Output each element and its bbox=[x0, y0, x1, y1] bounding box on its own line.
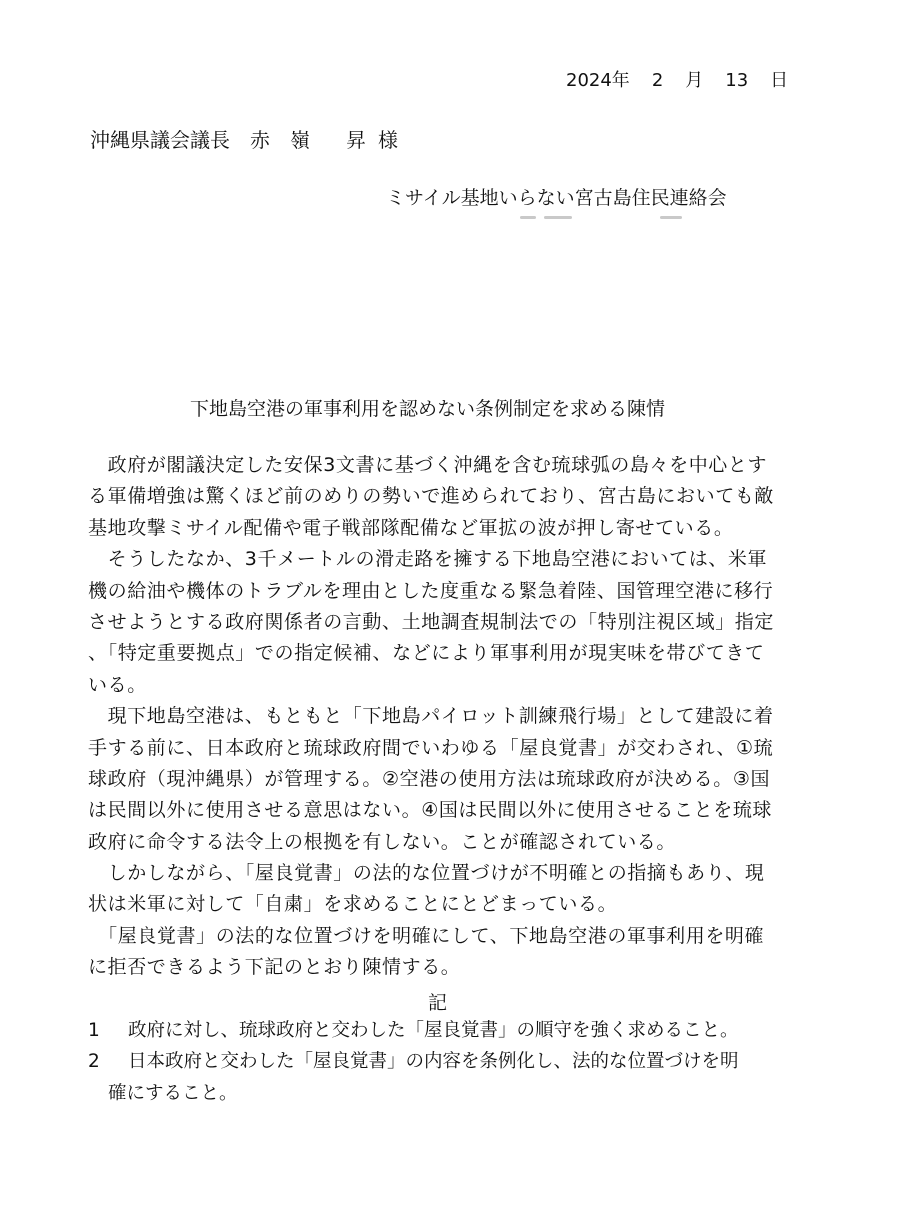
recipient-name-3: 昇 bbox=[346, 128, 366, 152]
date-day: 13 bbox=[725, 70, 749, 91]
body-line: に拒否できるよう下記のとおり陳情する。 bbox=[88, 956, 461, 979]
recipient-name-1: 赤 bbox=[250, 128, 270, 152]
item-number: 2 bbox=[88, 1051, 100, 1073]
body-line: そうしたなか、3千メートルの滑走路を擁する下地島空港においては、米軍 bbox=[88, 548, 768, 571]
recipient-name-2: 嶺 bbox=[290, 128, 310, 152]
date-day-unit: 日 bbox=[770, 70, 789, 91]
body-line: しかしながら、「屋良覚書」の法的な位置づけが不明確との指摘もあり、現 bbox=[88, 862, 765, 885]
body-line: 政府が閣議決定した安保3文書に基づく沖縄を含む琉球弧の島々を中心とす bbox=[88, 454, 768, 476]
body-line: させようとする政府関係者の言動、土地調査規制法での「特別注視区域」指定 bbox=[88, 610, 775, 633]
body-line: いる。 bbox=[88, 673, 147, 696]
document-date bbox=[566, 66, 788, 92]
recipient-honorific: 様 bbox=[378, 128, 398, 152]
body-line: は民間以外に使用させる意思はない。④国は民間以外に使用させることを琉球 bbox=[88, 799, 773, 822]
recipient-title: 沖縄県議会議長 bbox=[90, 128, 230, 152]
date-month-unit: 月 bbox=[685, 70, 704, 91]
body-line: 球政府（現沖縄県）が管理する。②空港の使用方法は琉球政府が決める。③国 bbox=[88, 767, 771, 790]
item-text: 日本政府と交わした「屋良覚書」の内容を条例化し、法的な位置づけを明 bbox=[128, 1051, 739, 1073]
body-line: 政府に命令する法令上の根拠を有しない。ことが確認されている。 bbox=[88, 830, 677, 853]
body-line: 現下地島空港は、もともと「下地島パイロット訓練飛行場」として建設に着 bbox=[88, 705, 774, 728]
body-line: る軍備増強は驚くほど前のめりの勢いで進められており、宮古島においても敵 bbox=[88, 485, 775, 508]
redacted-mark bbox=[520, 216, 690, 222]
body-line: 機の給油や機体のトラブルを理由とした度重なる緊急着陸、国管理空港に移行 bbox=[88, 579, 774, 602]
recipient-line bbox=[90, 124, 398, 153]
item-text: 確にすること。 bbox=[108, 1082, 238, 1104]
date-month: 2 bbox=[651, 70, 664, 91]
request-item-2 bbox=[88, 1046, 808, 1077]
request-item-2-continued bbox=[88, 1078, 808, 1109]
item-text: 政府に対し、琉球政府と交わした「屋良覚書」の順守を強く求めること。 bbox=[128, 1020, 739, 1041]
body-line: 基地攻撃ミサイル配備や電子戦部隊配備など軍拡の波が押し寄せている。 bbox=[88, 516, 734, 539]
document-title: 下地島空港の軍事利用を認めない条例制定を求める陳情 bbox=[190, 398, 666, 420]
ki-heading: 記 bbox=[428, 992, 448, 1014]
body-line: 「屋良覚書」の法的な位置づけを明確にして、下地島空港の軍事利用を明確 bbox=[88, 924, 765, 947]
body-line: 状は米軍に対して「自粛」を求めることにとどまっている。 bbox=[88, 893, 618, 916]
item-number: 1 bbox=[88, 1020, 100, 1041]
request-item-1 bbox=[88, 1015, 808, 1046]
date-year: 2024年 bbox=[566, 70, 630, 91]
body-line: 、「特定重要拠点」での指定候補、などにより軍事利用が現実味を帯びてきて bbox=[88, 642, 765, 665]
body-line: 手する前に、日本政府と琉球政府間でいわゆる「屋良覚書」が交わされ、①琉 bbox=[88, 736, 774, 759]
request-items bbox=[88, 1015, 808, 1109]
document-body bbox=[88, 450, 788, 984]
sender-organization: ミサイル基地いらない宮古島住民連絡会 bbox=[386, 187, 727, 209]
